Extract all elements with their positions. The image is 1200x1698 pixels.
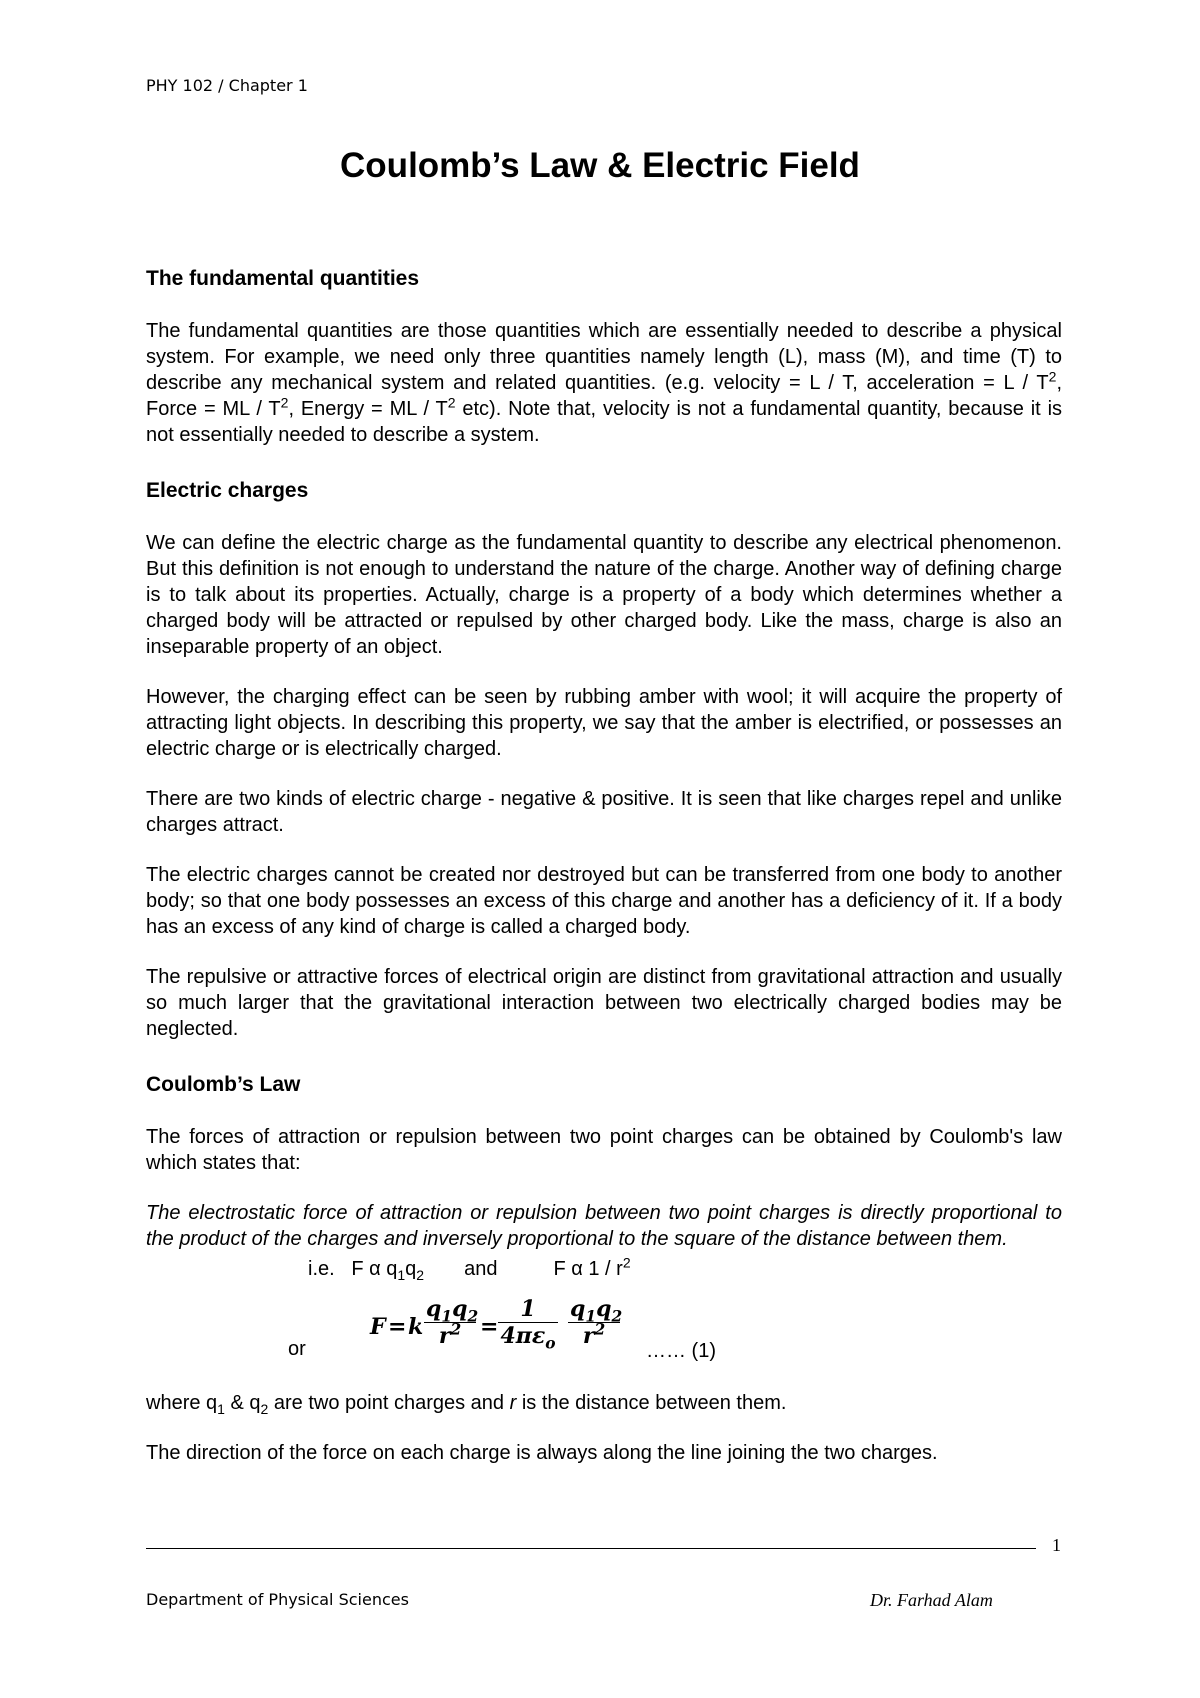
section-heading-charges: Electric charges [146,479,309,502]
paragraph-direction: The direction of the force on each charge is always along the line joining the two charges. [146,1442,938,1464]
coulomb-law-statement: The electrostatic force of attraction or repulsion between two point charges is directly proportional to the product of the charges and inversely proportional to the square of the distance between them. [146,1202,1062,1250]
paragraph-charges-4: The electric charges cannot be created nor destroyed but can be transferred from one body to another body; so that one body possesses an excess of this charge and another has a deficiency of it. If a body has an excess of any kind of charge is called a charged body. [146,864,1062,938]
eq-equals-2: = [480,1314,499,1340]
or-label: or [288,1338,306,1360]
paragraph-fundamental: The fundamental quantities are those quantities which are essentially needed to describe a physical system. For example, we need only three quantities namely length (L), mass (M), and time (T) to describe any mechanical system and related quantities. (e.g. velocity = L / T, acceleration = L / $T^2$, Force = ML / $T^2$, Energy = ML / $T^2$ etc). Note that, velocity is not a fundamental quantity, because it is not essentially needed to describe a system. [146,320,1063,446]
paragraph-charges-2: However, the charging effect can be seen by rubbing amber with wool; it will acquire the property of attracting light objects. In describing this property, we say that the amber is electrified, or possesses an electric charge or is electrically charged. [146,686,1062,760]
footer-divider [146,1548,1036,1549]
paragraph-where: where $q_1$ & $q_2$ are two point charges and r is the distance between them. [146,1392,787,1417]
paragraph-charges-3: There are two kinds of electric charge - negative & positive. It is seen that like charges repel and unlike charges attract. [146,788,1062,836]
equation-number: …… (1) [646,1340,716,1362]
eq-fraction-2: 1 $4\pi\varepsilon_o$ [498,1296,558,1349]
main-content [146,266,1062,1466]
section-heading-fundamental: The fundamental quantities [146,267,420,290]
coulomb-formula [146,1252,1062,1370]
paragraph-charges-5: The repulsive or attractive forces of electrical origin are distinct from gravitational attraction and usually so much larger that the gravitational interaction between two electrically charged bodies may be neglected. [146,966,1062,1040]
page-title: Coulomb’s Law & Electric Field [340,146,860,185]
page-number: 1 [1052,1535,1061,1555]
eq-equals-1: = [388,1314,407,1340]
footer-department: Department of Physical Sciences [146,1590,409,1609]
eq-fraction-3: $q_1q_2$ $r^2$ [570,1296,623,1349]
paragraph-charges-1: We can define the electric charge as the fundamental quantity to describe any electrical phenomenon. But this definition is not enough to understand the nature of the charge. Another way of defining charge is to talk about its properties. Actually, charge is a property of a body which determines whether a charged body will be attracted or repulsed by other charged body. Like the mass, charge is also an inseparable property of an object. [146,532,1062,658]
proportionality-relations: i.e. F α $q_1q_2$ and F α $1 / r^2$ [308,1254,631,1283]
section-heading-coulomb: Coulomb’s Law [146,1073,301,1096]
eq-fraction-1: $q_1q_2$ $r^2$ [426,1296,479,1349]
running-header: PHY 102 / Chapter 1 [146,76,308,95]
eq-lhs: F [370,1314,386,1340]
eq-k: k [408,1314,424,1340]
paragraph-coulomb-intro: The forces of attraction or repulsion between two point charges can be obtained by Coulomb's law which states that: [146,1126,1062,1174]
footer-author: Dr. Farhad Alam [870,1590,993,1610]
